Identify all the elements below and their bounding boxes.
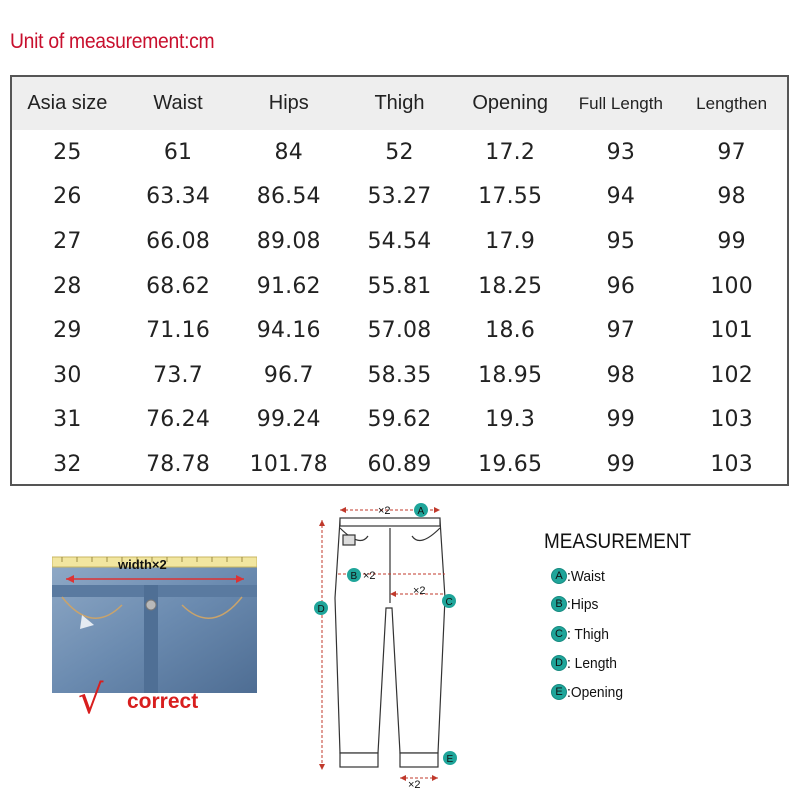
legend-item (551, 595, 601, 613)
header-opening: Opening (472, 92, 548, 114)
table-row (12, 398, 787, 443)
cell-lengthen: 103 (710, 451, 753, 477)
header-asia-size: Asia size (27, 92, 108, 114)
cell-lengthen: 100 (710, 273, 753, 299)
cell-lengthen: 103 (710, 407, 753, 433)
badge-a-label: A (417, 506, 425, 517)
cell-waist: 78.78 (146, 451, 211, 477)
cell-hips: 94.16 (256, 318, 321, 344)
cell-lengthen: 98 (717, 184, 746, 210)
cell-hips: 86.54 (256, 184, 321, 210)
table-row (12, 308, 787, 353)
table-body (12, 130, 787, 487)
size-chart-table (12, 77, 787, 487)
check-icon: √ (78, 677, 104, 723)
cell-thigh: 57.08 (367, 318, 432, 344)
size-table (10, 75, 789, 486)
table-header-row (12, 77, 787, 130)
legend-title: MEASUREMENT (544, 530, 692, 553)
letter-badge-icon: C (551, 626, 567, 642)
cell-opening: 17.9 (485, 228, 536, 254)
cell-lengthen: 99 (717, 228, 746, 254)
width-label: width×2 (118, 557, 167, 572)
cell-opening: 19.3 (485, 407, 536, 433)
header-full-length: Full Length (578, 93, 663, 113)
cell-opening: 19.65 (478, 451, 543, 477)
cell-full-length: 94 (606, 184, 636, 210)
cell-waist: 71.16 (146, 318, 211, 344)
cell-full-length: 99 (606, 407, 636, 433)
cell-lengthen: 97 (717, 139, 746, 165)
legend-item (551, 683, 628, 701)
cell-asia-size: 29 (53, 318, 82, 344)
cell-asia-size: 32 (53, 451, 82, 477)
cell-full-length: 98 (606, 362, 636, 388)
letter-badge-icon: E (551, 684, 567, 700)
table-row (12, 130, 787, 175)
cell-thigh: 53.27 (367, 184, 432, 210)
b-times-label: ×2 (363, 570, 376, 582)
cell-full-length: 95 (606, 228, 636, 254)
cell-asia-size: 26 (53, 184, 82, 210)
header-thigh: Thigh (374, 92, 425, 114)
cell-asia-size: 28 (53, 273, 82, 299)
cell-opening: 18.25 (478, 273, 543, 299)
cell-lengthen: 102 (710, 362, 753, 388)
cell-asia-size: 30 (53, 362, 82, 388)
correct-label: correct (127, 690, 199, 713)
cell-waist: 61 (163, 139, 193, 165)
cell-opening: 18.95 (478, 362, 543, 388)
cell-waist: 63.34 (146, 184, 211, 210)
legend-item (551, 625, 613, 643)
letter-badge-icon: A (551, 568, 567, 584)
table-row (12, 264, 787, 309)
table-row (12, 442, 787, 487)
badge-c-label: C (445, 597, 453, 608)
cell-hips: 99.24 (256, 407, 321, 433)
legend-item (551, 654, 621, 672)
cell-lengthen: 101 (710, 318, 753, 344)
badge-b-label: B (350, 571, 358, 582)
cell-thigh: 59.62 (367, 407, 432, 433)
cell-thigh: 52 (385, 139, 414, 165)
cell-waist: 68.62 (146, 273, 211, 299)
badge-d-label: D (317, 604, 325, 615)
header-lengthen: Lengthen (696, 93, 768, 113)
cell-waist: 76.24 (146, 407, 211, 433)
legend-item (551, 567, 608, 585)
jeans-outline (335, 518, 445, 767)
cell-hips: 91.62 (256, 273, 321, 299)
badge-e-label: E (446, 754, 454, 765)
cell-hips: 84 (274, 139, 303, 165)
letter-badge-icon: D (551, 655, 567, 671)
table-row (12, 175, 787, 220)
letter-badge-icon: B (551, 596, 567, 612)
cell-full-length: 99 (606, 451, 636, 477)
a-times-label: ×2 (378, 505, 391, 517)
table-row (12, 353, 787, 398)
legend-item-label: : Length (567, 654, 617, 672)
cell-opening: 17.2 (485, 139, 536, 165)
table-row (12, 219, 787, 264)
cell-thigh: 58.35 (367, 362, 432, 388)
cell-opening: 18.6 (485, 318, 536, 344)
header-hips: Hips (268, 92, 309, 114)
cell-hips: 101.78 (249, 451, 328, 477)
cell-asia-size: 31 (53, 407, 82, 433)
cell-thigh: 54.54 (367, 228, 432, 254)
cell-waist: 66.08 (146, 228, 211, 254)
legend-item-label: :Waist (567, 567, 605, 585)
cell-full-length: 97 (606, 318, 636, 344)
cell-asia-size: 27 (53, 228, 82, 254)
legend-item-label: :Opening (567, 683, 624, 701)
cell-asia-size: 25 (53, 139, 82, 165)
cell-opening: 17.55 (478, 184, 543, 210)
legend-item-label: :Hips (567, 595, 599, 613)
cell-thigh: 55.81 (367, 273, 432, 299)
cell-full-length: 93 (606, 139, 636, 165)
header-waist: Waist (153, 92, 203, 114)
cell-waist: 73.7 (153, 362, 203, 388)
cell-thigh: 60.89 (367, 451, 432, 477)
cell-full-length: 96 (606, 273, 636, 299)
e-times-label: ×2 (408, 779, 421, 791)
cell-hips: 96.7 (263, 362, 314, 388)
cell-hips: 89.08 (256, 228, 321, 254)
unit-title: Unit of measurement:cm (10, 30, 215, 53)
jeans-measurement-diagram (300, 498, 470, 798)
legend-item-label: : Thigh (567, 625, 609, 643)
c-times-label: ×2 (413, 585, 426, 597)
